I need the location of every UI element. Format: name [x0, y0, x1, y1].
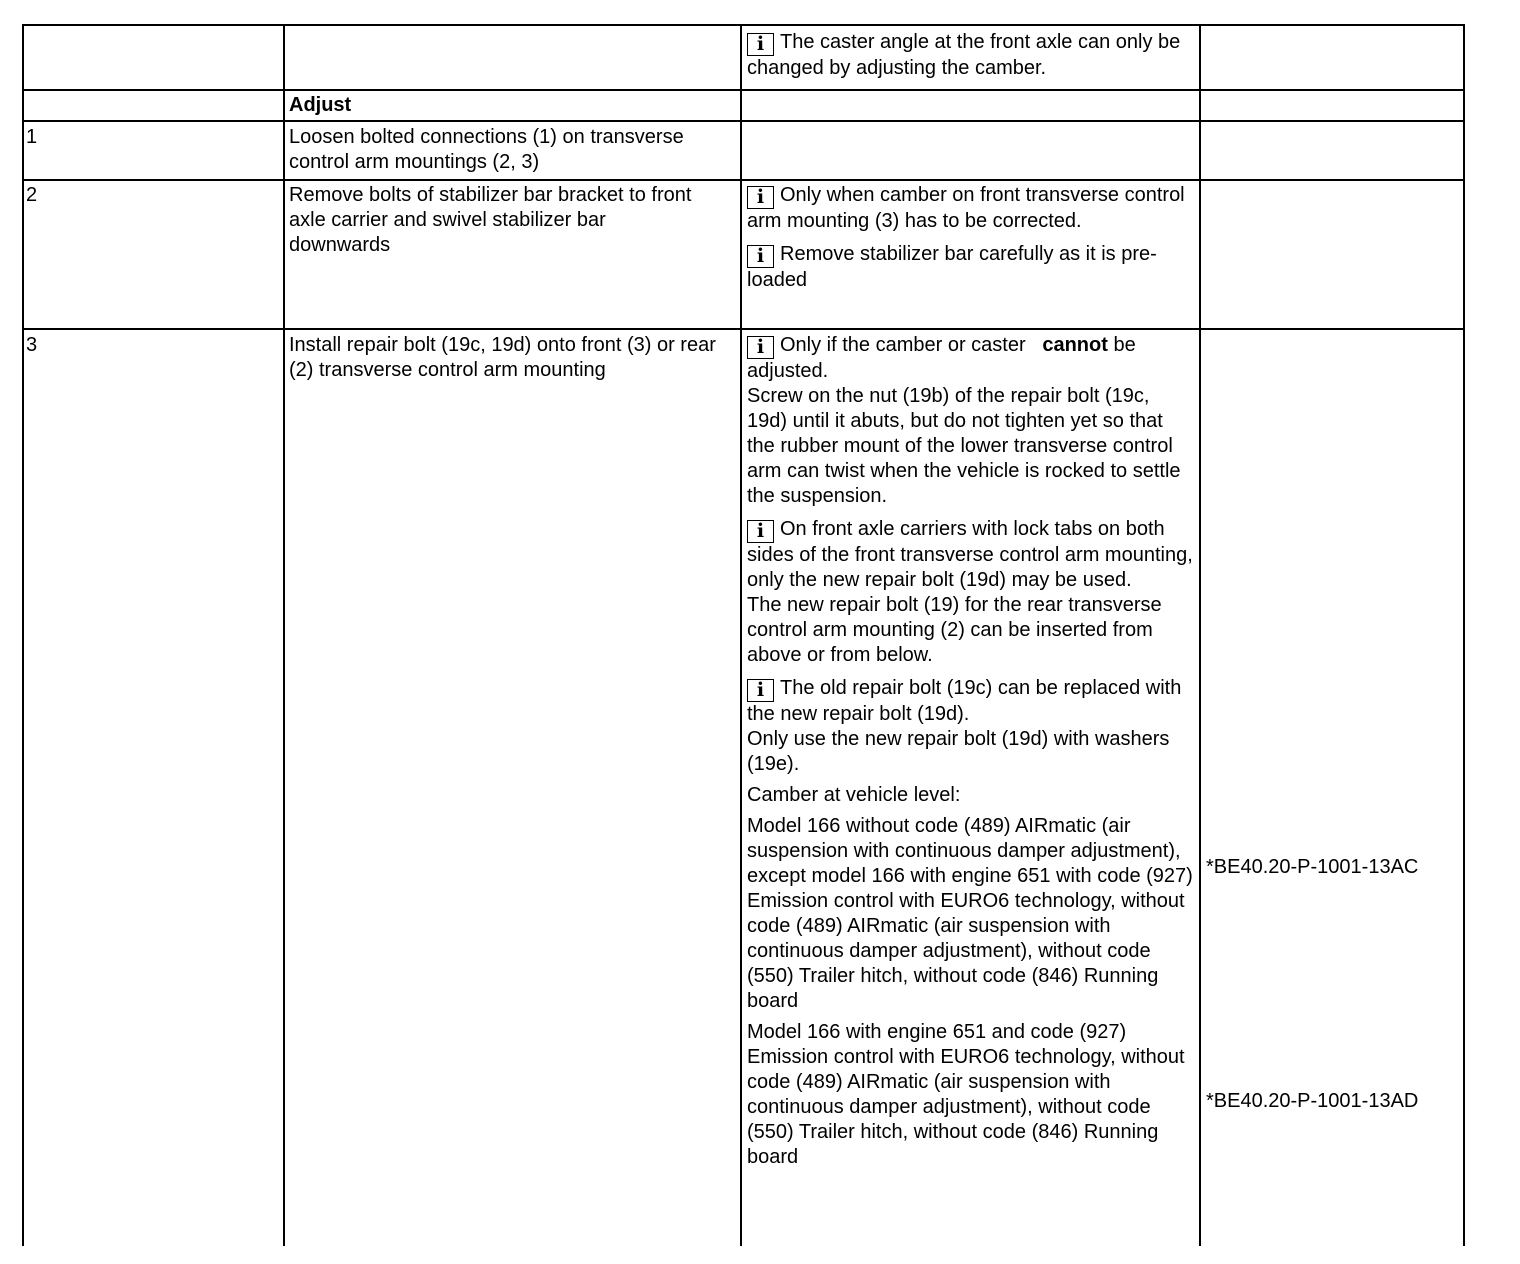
grid-line — [22, 89, 1465, 91]
step-number: 2 — [26, 184, 38, 206]
instruction-text: Screw on the nut (19b) of the repair bolt (19c, 19d) until it abuts, but do not tighten yet so that the rubber mount of the lower transverse control arm can twist when the vehicle is rocked to settle the suspension. — [747, 385, 1181, 507]
step-number: 3 — [26, 334, 38, 356]
section-heading: Adjust — [289, 94, 352, 116]
grid-line — [283, 24, 285, 1246]
note-cell — [747, 183, 1192, 296]
action-cell: Install repair bolt (19c, 19d) onto front (3) or rear (2) transverse control arm mounting — [289, 334, 716, 381]
info-note: i Only when camber on front transverse control arm mounting (3) has to be corrected. — [747, 184, 1185, 232]
info-icon: i — [747, 186, 774, 209]
grid-line — [1463, 24, 1465, 1246]
info-icon: i — [747, 33, 774, 56]
instruction-text: Only use the new repair bolt (19d) with washers (19e). — [747, 728, 1170, 775]
info-note: i Remove stabilizer bar carefully as it is pre-loaded — [747, 243, 1157, 291]
grid-line — [22, 120, 1465, 122]
info-icon: i — [747, 520, 774, 543]
spec-condition: Model 166 without code (489) AIRmatic (air suspension with continuous damper adjustment), except model 166 with engine 651 with code (927) Emission control with EURO6 technology, without code (489) AIRmatic (air suspension with continuous damper adjustment), without code (550) Trailer hitch, without code (846) Running board — [747, 815, 1193, 1012]
note-cell — [747, 30, 1192, 84]
table-grid — [22, 24, 1465, 1264]
grid-line — [1199, 24, 1201, 1246]
info-icon: i — [747, 245, 774, 268]
action-cell: Remove bolts of stabilizer bar bracket to front axle carrier and swivel stabilizer bar downwards — [289, 184, 692, 256]
camber-label: Camber at vehicle level: — [747, 784, 961, 806]
spec-reference-link[interactable]: *BE40.20-P-1001-13AC — [1206, 856, 1419, 878]
info-note: i Only if the camber or caster cannot be adjusted. — [747, 334, 1136, 382]
spec-reference-link[interactable]: *BE40.20-P-1001-13AD — [1206, 1090, 1419, 1112]
info-icon: i — [747, 679, 774, 702]
grid-line — [22, 328, 1465, 330]
note-cell — [747, 333, 1193, 1173]
info-note: i On front axle carriers with lock tabs on both sides of the front transverse control arm mounting, only the new repair bolt (19d) may be used. — [747, 518, 1193, 591]
info-note: i The old repair bolt (19c) can be replaced with the new repair bolt (19d). — [747, 677, 1182, 725]
grid-line — [22, 24, 1465, 26]
spec-condition: Model 166 with engine 651 and code (927) Emission control with EURO6 technology, without code (489) AIRmatic (air suspension with continuous damper adjustment), without code (550) Trailer hitch, without code (846) Running board — [747, 1021, 1185, 1168]
instruction-text: The new repair bolt (19) for the rear transverse control arm mounting (2) can be inserted from above or from below. — [747, 594, 1162, 666]
grid-line — [22, 24, 24, 1246]
step-number: 1 — [26, 126, 38, 148]
info-note: i The caster angle at the front axle can only be changed by adjusting the camber. — [747, 31, 1181, 79]
action-cell: Loosen bolted connections (1) on transverse control arm mountings (2, 3) — [289, 126, 684, 173]
grid-line — [22, 179, 1465, 181]
info-icon: i — [747, 336, 774, 359]
grid-line — [740, 24, 742, 1246]
